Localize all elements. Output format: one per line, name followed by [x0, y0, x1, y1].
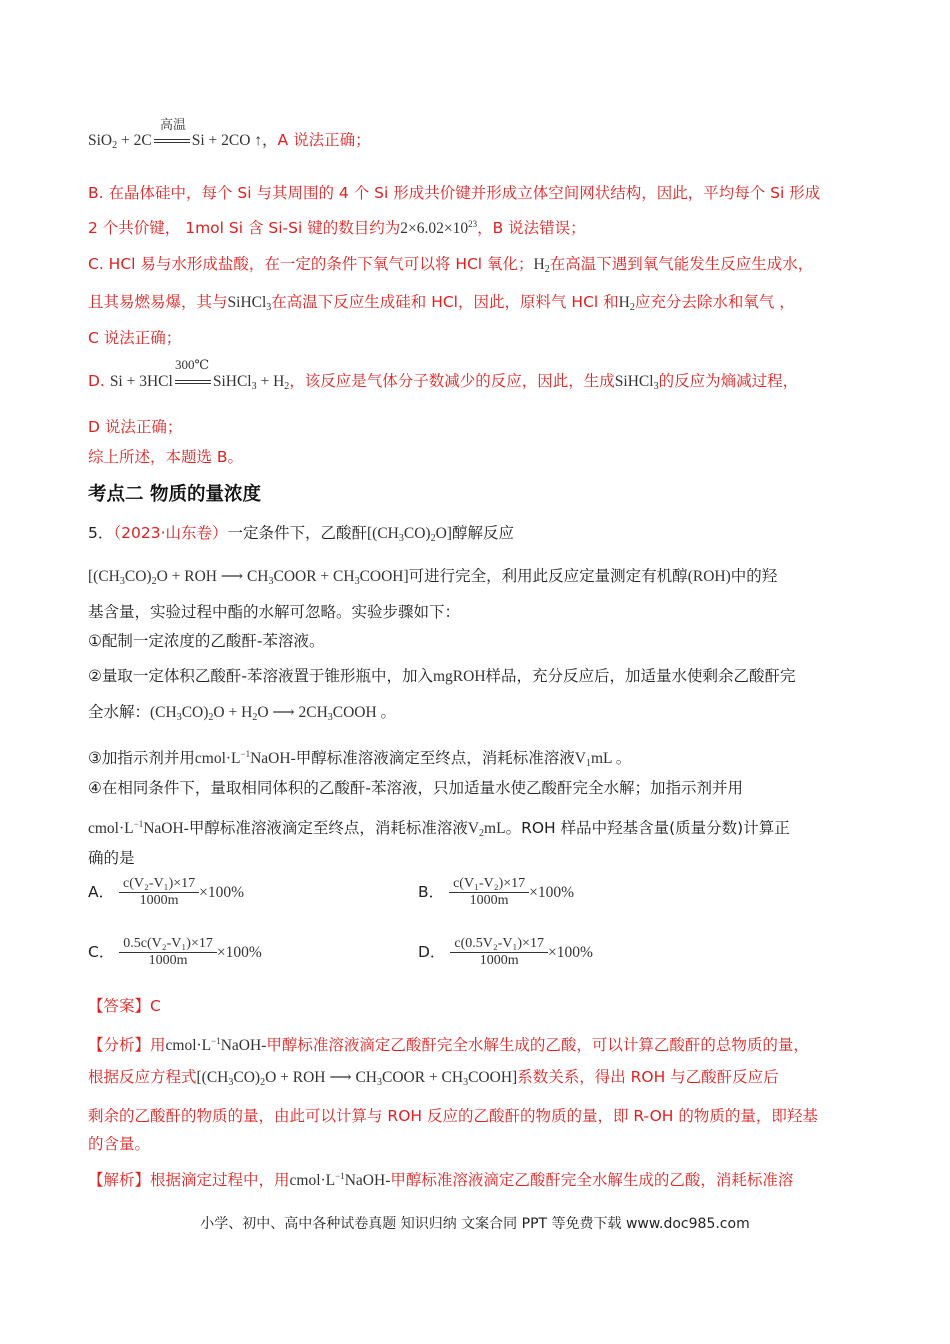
percent-d: ×100%	[547, 944, 593, 961]
option-b[interactable]	[418, 876, 574, 909]
option-c-label: C．	[88, 943, 115, 961]
question-number: 5．	[88, 524, 114, 542]
fraction-c-den: 1000m	[148, 953, 188, 968]
answer-label: 【答案】	[88, 997, 151, 1015]
jx1-text: 根据滴定过程中，用	[150, 1171, 290, 1189]
s2-tail: 样品，充分反应后，加适量水使剩余乙酸酐完	[485, 667, 796, 685]
an2-tail: 系数关系，得出 ROH 与乙酸酐反应后	[517, 1068, 779, 1086]
fraction-b-den: 1000m	[469, 893, 509, 908]
jx1-tail: 甲醇标准溶液滴定乙酸酐完全水解生成的乙酸，消耗标准溶	[390, 1171, 794, 1189]
concentration-unit-2: $cmol\cdot L^{-1}NaOH-$	[88, 819, 189, 837]
fraction-b-num: c(V₁-V₂)×17	[449, 876, 529, 893]
equation-rhs: Si + 2CO ↑，	[191, 132, 278, 149]
condition-high-temp: 高温	[160, 117, 187, 132]
answer	[88, 995, 161, 1017]
c-line-2	[88, 291, 795, 319]
volume-v2: $V_2mL$	[467, 820, 506, 839]
fraction-c	[119, 936, 217, 969]
c1-tail: 在高温下遇到氧气能发生反应生成水，	[549, 255, 814, 273]
fraction-d	[450, 936, 548, 969]
s4-tail: 。ROH 样品中羟基含量(质量分数)计算正	[505, 819, 790, 837]
naoh-label: NaOH-	[250, 750, 296, 767]
d-line-2: D 说法正确；	[88, 418, 183, 436]
q2-text: 可进行完全，利用此反应定量测定有机醇	[408, 567, 688, 585]
d-equation-rhs: SiHCl$_3$ + $H_2$	[212, 373, 290, 392]
volume-v1: $V_1mL$ 。	[574, 750, 632, 769]
step-4-line-3: 确的是	[88, 849, 135, 867]
alcoholysis-equation-2: [$(CH_3CO)_2O$ + ROH ⟶ $CH_3COOR$ + $CH_3COOH$]	[196, 1069, 518, 1088]
sihcl3-formula-d: SiHCl$_3$	[614, 373, 659, 392]
an1-text: 用	[150, 1036, 166, 1054]
anhydride-formula: $[(CH_3CO)_2O]$	[367, 525, 452, 544]
analysis-line-1	[88, 1030, 809, 1057]
d-equation-lhs: Si + 3HCl	[109, 373, 173, 390]
q1-text: 一定条件下，乙酸酐	[227, 524, 368, 542]
s3-text: ③加指示剂并用	[88, 749, 195, 767]
question-line-3: 基含量，实验过程中酯的水解可忽略。实验步骤如下：	[88, 603, 461, 621]
c-line-1	[88, 253, 813, 281]
fraction-b	[449, 876, 529, 909]
step-2-line-2	[88, 701, 396, 729]
percent-c: ×100%	[216, 944, 262, 961]
b2-exponent: 23	[468, 219, 478, 229]
c2-tail: 应充分去除水和氧气 ，	[634, 293, 795, 311]
c2-text: 且其易燃易爆，其与	[88, 293, 228, 311]
option-a-label: A．	[88, 883, 115, 901]
equals-sign-d	[175, 380, 211, 384]
d1-tail: 的反应为熵减过程，	[658, 372, 799, 390]
option-d[interactable]	[418, 936, 593, 969]
condition-300c: 300℃	[175, 357, 210, 372]
question-line-1	[88, 522, 514, 550]
concentration-unit-3: $cmol\cdot L^{-1}NaOH-$	[165, 1036, 267, 1054]
analysis-line-2	[88, 1066, 779, 1094]
c2-mid: 在高温下反应生成硅和 HCl，因此，原料气 HCl 和	[271, 293, 619, 311]
fraction-d-num: c(0.5V₂-V₁)×17	[450, 936, 548, 953]
b2-verdict: ，B 说法错误；	[477, 219, 586, 237]
option-b-label: B．	[418, 883, 445, 901]
s2-text: ②量取一定体积乙酸酐-苯溶液置于锥形瓶中，加入	[88, 667, 433, 685]
c-line-3: C 说法正确；	[88, 329, 182, 347]
solution-line-1	[88, 1165, 793, 1192]
question-line-2	[88, 565, 777, 593]
step-1: ①配制一定浓度的乙酸酐-苯溶液。	[88, 632, 325, 650]
c1-text: C. HCl 易与水形成盐酸，在一定的条件下氧气可以将 HCl 氧化；	[88, 255, 534, 273]
step-3	[88, 743, 631, 775]
s2-hydrolysis-label: 全水解：	[88, 703, 151, 721]
option-c[interactable]	[88, 936, 262, 969]
d1-text: ，该反应是气体分子数减少的反应，因此，生成	[289, 372, 615, 390]
sample-mass: mgROH	[433, 668, 486, 685]
d-line-1	[88, 370, 798, 398]
option-d-label: D．	[418, 943, 446, 961]
fraction-a	[119, 876, 199, 909]
q1-tail: 醇解反应	[451, 524, 514, 542]
s4-text: 甲醇标准溶液滴定至终点，消耗标准溶液	[188, 819, 468, 837]
b2-number: 2×6.02×10	[400, 220, 469, 237]
fraction-c-num: 0.5c(V₂-V₁)×17	[119, 936, 217, 953]
d-label: D.	[88, 372, 105, 390]
b-line-2	[88, 213, 586, 240]
percent-b: ×100%	[529, 884, 575, 901]
equation-sio2: SiO$_2$ + 2C	[88, 132, 152, 151]
fraction-d-den: 1000m	[479, 953, 519, 968]
analysis-label: 【分析】	[88, 1036, 151, 1054]
question-source: （2023·山东卷）	[113, 524, 228, 542]
equals-sign	[154, 139, 190, 143]
b2-text: 2 个共价键， 1mol Si 含 Si-Si 键的数目约为	[88, 219, 401, 237]
answer-value: C	[150, 997, 161, 1015]
hydrolysis-equation: $(CH_3CO)_2O + H_2O$ ⟶ $2CH_3COOH$ 。	[150, 704, 397, 723]
an1-tail: 甲醇标准溶液滴定乙酸酐完全水解生成的乙酸，可以计算乙酸酐的总物质的量，	[266, 1036, 809, 1054]
s3-tail: 甲醇标准溶液滴定至终点，消耗标准溶液	[295, 749, 575, 767]
step-2-line-1	[88, 665, 796, 688]
fraction-a-num: c(V₂-V₁)×17	[119, 876, 199, 893]
option-a[interactable]	[88, 876, 244, 909]
q2-tail: 中的羟	[730, 567, 778, 585]
a-verdict: A 说法正确；	[277, 131, 371, 149]
fraction-a-den: 1000m	[139, 893, 179, 908]
an2-text: 根据反应方程式	[88, 1068, 197, 1086]
alcoholysis-equation: [$(CH_3CO)_2O$ + ROH ⟶ $CH_3COOR$ + $CH_3COOH$]	[88, 568, 409, 587]
page-footer: 小学、初中、高中各种试卷真题 知识归纳 文案合同 PPT 等免费下载 www.doc985.com	[200, 1216, 750, 1232]
step-4-line-2	[88, 813, 790, 845]
analysis-line-4: 的含量。	[88, 1135, 151, 1153]
solution-label: 【解析】	[88, 1171, 151, 1189]
concentration-unit-4: $cmol\cdot L^{-1}NaOH-$	[289, 1171, 391, 1189]
concentration-unit: $cmol\cdot L^{-1}$	[194, 749, 251, 767]
section-heading: 考点二 物质的量浓度	[88, 484, 261, 505]
roh-formula: (ROH)	[687, 568, 731, 585]
summary: 综上所述，本题选 B。	[88, 448, 244, 466]
analysis-line-3: 剩余的乙酸酐的物质的量，由此可以计算与 ROH 反应的乙酸酐的物质的量，即 R-OH 的物质的量，即羟基	[88, 1107, 818, 1125]
h2-formula: $H_2$	[533, 256, 550, 275]
option-a-explanation	[88, 129, 371, 157]
b-line-1: B. 在晶体硅中，每个 Si 与其周围的 4 个 Si 形成共价键并形成立体空间网状结构，因此，平均每个 Si 形成	[88, 184, 821, 202]
sihcl3-formula: SiHCl$_3$	[227, 294, 272, 313]
step-4-line-1: ④在相同条件下，量取相同体积的乙酸酐-苯溶液，只加适量水使乙酸酐完全水解；加指示剂并用	[88, 779, 743, 797]
percent-a: ×100%	[199, 884, 245, 901]
h2-formula-2: $H_2$	[618, 294, 635, 313]
